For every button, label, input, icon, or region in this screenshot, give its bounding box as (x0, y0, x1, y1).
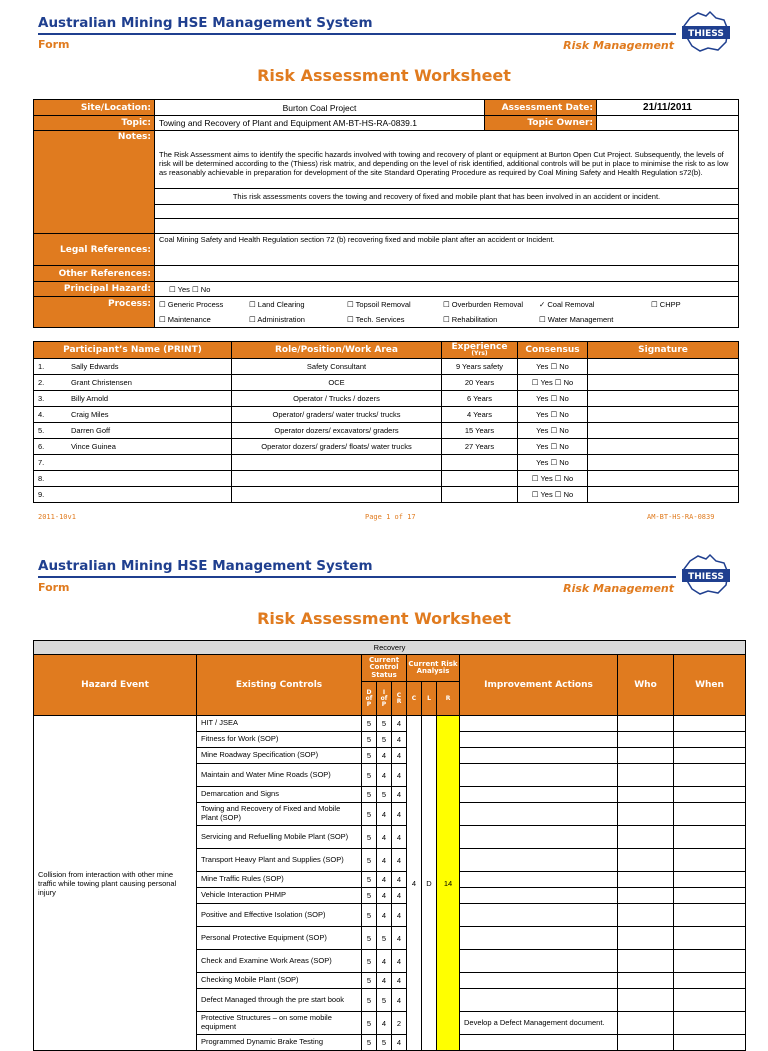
control-cr-value: 4 (392, 973, 407, 989)
control-cr-value: 4 (392, 904, 407, 927)
process-label: Process: (34, 297, 155, 328)
col-header-l: L (422, 682, 437, 716)
who-cell (618, 1035, 674, 1051)
participant-role: OCE (232, 375, 442, 391)
control-i-value: 4 (377, 872, 392, 888)
header-rule (38, 33, 676, 35)
control-cr-value: 4 (392, 826, 407, 849)
participant-name: Craig Miles (71, 410, 109, 419)
control-d-value: 5 (362, 888, 377, 904)
participant-name-cell (34, 359, 232, 375)
date-value: 21/11/2011 (597, 100, 739, 116)
control-d-value: 5 (362, 1012, 377, 1035)
col-header-who: Who (618, 655, 674, 716)
control-i-value: 5 (377, 1035, 392, 1051)
principal-hazard-checkbox[interactable]: ☐ Yes ☐ No (155, 282, 739, 297)
participant-name-cell (34, 391, 232, 407)
who-cell (618, 973, 674, 989)
topic-value: Towing and Recovery of Plant and Equipment AM-BT-HS-RA-0839.1 (155, 116, 485, 131)
consensus-checkbox[interactable]: ☐ Yes ☐ No (518, 487, 588, 503)
who-cell (618, 748, 674, 764)
existing-control: Check and Examine Work Areas (SOP) (197, 950, 362, 973)
control-cr-value: 4 (392, 732, 407, 748)
control-cr-value: 4 (392, 1035, 407, 1051)
legal-label: Legal References: (34, 234, 155, 266)
date-label: Assessment Date: (485, 100, 597, 116)
when-cell (674, 764, 746, 787)
existing-control: Checking Mobile Plant (SOP) (197, 973, 362, 989)
who-cell (618, 888, 674, 904)
process-option[interactable]: ☐ Topsoil Removal (347, 300, 411, 309)
existing-control: Positive and Effective Isolation (SOP) (197, 904, 362, 927)
who-cell (618, 826, 674, 849)
table-row (34, 359, 739, 375)
signature-cell[interactable] (588, 423, 739, 439)
site-label: Site/Location: (34, 100, 155, 116)
improvement-action (460, 826, 618, 849)
improvement-action (460, 888, 618, 904)
control-d-value: 5 (362, 787, 377, 803)
improvement-action (460, 927, 618, 950)
control-i-value: 5 (377, 732, 392, 748)
doc-title: Risk Assessment Worksheet (257, 609, 511, 628)
control-i-value: 4 (377, 888, 392, 904)
col-header-name: Participant’s Name (PRINT) (34, 342, 232, 359)
col-header-i: I of P (377, 682, 392, 716)
form-label: Form (38, 38, 70, 51)
who-cell (618, 1012, 674, 1035)
participant-role (232, 455, 442, 471)
when-cell (674, 950, 746, 973)
improvement-action (460, 872, 618, 888)
participant-name: Vince Guinea (71, 442, 116, 451)
risk-rating: 14 (437, 716, 460, 1051)
when-cell (674, 888, 746, 904)
existing-control: Towing and Recovery of Fixed and Mobile Plant (SOP) (197, 803, 362, 826)
thiess-logo-icon (680, 10, 732, 54)
participant-experience: 9 Years safety (442, 359, 518, 375)
col-header-r: R (437, 682, 460, 716)
table-row (34, 716, 746, 732)
participant-name: Grant Christensen (71, 378, 132, 387)
participant-role: Operator/ graders/ water trucks/ trucks (232, 407, 442, 423)
control-i-value: 4 (377, 973, 392, 989)
control-d-value: 5 (362, 732, 377, 748)
control-cr-value: 4 (392, 764, 407, 787)
participant-role: Safety Consultant (232, 359, 442, 375)
existing-control: HIT / JSEA (197, 716, 362, 732)
existing-control: Protective Structures – on some mobile equipment (197, 1012, 362, 1035)
participant-name-cell (34, 471, 232, 487)
existing-control: Fitness for Work (SOP) (197, 732, 362, 748)
control-cr-value: 4 (392, 803, 407, 826)
col-header-role: Role/Position/Work Area (232, 342, 442, 359)
process-options (155, 297, 739, 328)
control-d-value: 5 (362, 872, 377, 888)
control-i-value: 4 (377, 849, 392, 872)
improvement-action (460, 973, 618, 989)
control-d-value: 5 (362, 1035, 377, 1051)
process-option[interactable]: ☐ Administration (249, 315, 305, 324)
control-d-value: 5 (362, 748, 377, 764)
when-cell (674, 927, 746, 950)
improvement-action (460, 849, 618, 872)
col-header-existing-controls: Existing Controls (197, 655, 362, 716)
improvement-action (460, 904, 618, 927)
col-header-experience: Experience (Yrs) (442, 342, 518, 359)
when-cell (674, 1012, 746, 1035)
control-cr-value: 4 (392, 849, 407, 872)
when-cell (674, 803, 746, 826)
participant-role: Operator dozers/ excavators/ graders (232, 423, 442, 439)
participant-experience: 4 Years (442, 407, 518, 423)
thiess-logo-icon (680, 553, 732, 597)
control-cr-value: 4 (392, 872, 407, 888)
owner-value (597, 116, 739, 131)
participant-name: Darren Goff (71, 426, 111, 435)
control-d-value: 5 (362, 803, 377, 826)
participant-name-cell (34, 375, 232, 391)
existing-control: Mine Roadway Specification (SOP) (197, 748, 362, 764)
improvement-action (460, 950, 618, 973)
improvement-action (460, 787, 618, 803)
legal-value: Coal Mining Safety and Health Regulation section 72 (b) recovering fixed and mobile plant after an accident or Incident. (155, 234, 739, 266)
category-label: Risk Management (563, 582, 674, 595)
hazard-event-cell: Collision from interaction with other mine traffic while towing plant causing personal injury (34, 716, 197, 1051)
participant-experience: 20 Years (442, 375, 518, 391)
who-cell (618, 716, 674, 732)
control-i-value: 5 (377, 989, 392, 1012)
when-cell (674, 872, 746, 888)
control-cr-value: 4 (392, 989, 407, 1012)
who-cell (618, 927, 674, 950)
row-number: 1. (38, 362, 45, 371)
footer-page: Page 1 of 17 (365, 513, 416, 521)
control-i-value: 5 (377, 787, 392, 803)
participant-experience (442, 471, 518, 487)
col-header-c: C (407, 682, 422, 716)
participant-name-cell (34, 439, 232, 455)
control-d-value: 5 (362, 826, 377, 849)
col-header-consensus: Consensus (518, 342, 588, 359)
col-header-signature: Signature (588, 342, 739, 359)
table-row (34, 487, 739, 503)
control-d-value: 5 (362, 849, 377, 872)
risk-consequence: 4 (407, 716, 422, 1051)
process-option[interactable]: ☐ Land Clearing (249, 300, 305, 309)
participant-name: Billy Arnold (71, 394, 109, 403)
col-header-control-status: Current Control Status (362, 655, 407, 682)
notes-text-1: The Risk Assessment aims to identify the specific hazards involved with towing and recovery of plant or equipment at Burton Open Cut Project. Subsequently, the levels of risk will be determined according to the (Thiess) risk matrix, and depending on the level of risk identified, additional controls will be put in place to minimise the risk to as low as reasonably achievable in preparation for development of the site Standard Operating Procedure as required by Coal Mining Safety and Health Regulation s72(b). (155, 131, 739, 189)
control-d-value: 5 (362, 904, 377, 927)
topic-label: Topic: (34, 116, 155, 131)
when-cell (674, 973, 746, 989)
consensus-checkbox[interactable]: ☐ Yes ☐ No (518, 375, 588, 391)
participant-experience: 15 Years (442, 423, 518, 439)
other-label: Other References: (34, 266, 155, 282)
improvement-action (460, 1035, 618, 1051)
category-label: Risk Management (563, 39, 674, 52)
when-cell (674, 1035, 746, 1051)
row-number: 6. (38, 442, 45, 451)
improvement-action (460, 732, 618, 748)
table-row (34, 407, 739, 423)
existing-control: Mine Traffic Rules (SOP) (197, 872, 362, 888)
participant-name-cell (34, 455, 232, 471)
control-cr-value: 2 (392, 1012, 407, 1035)
signature-cell[interactable] (588, 439, 739, 455)
row-number: 8. (38, 474, 45, 483)
control-d-value: 5 (362, 973, 377, 989)
participant-experience (442, 455, 518, 471)
col-header-hazard-event: Hazard Event (34, 655, 197, 716)
row-number: 7. (38, 458, 45, 467)
control-cr-value: 4 (392, 888, 407, 904)
footer-docid: AM-BT-HS-RA-0839 (647, 513, 715, 521)
site-value: Burton Coal Project (155, 100, 485, 116)
process-option[interactable]: ☐ Maintenance (159, 315, 211, 324)
header-rule (38, 576, 676, 578)
logo-text: THIESS (688, 29, 724, 39)
control-i-value: 5 (377, 716, 392, 732)
when-cell (674, 748, 746, 764)
existing-control: Vehicle Interaction PHMP (197, 888, 362, 904)
participant-name: Sally Edwards (71, 362, 119, 371)
process-option[interactable]: ☐ Generic Process (159, 300, 224, 309)
col-header-improvement-actions: Improvement Actions (460, 655, 618, 716)
control-i-value: 4 (377, 950, 392, 973)
consensus-checkbox[interactable]: Yes ☐ No (518, 455, 588, 471)
signature-cell[interactable] (588, 359, 739, 375)
row-number: 9. (38, 490, 45, 499)
table-row (34, 391, 739, 407)
process-option[interactable]: ☐ CHPP (651, 300, 681, 309)
improvement-action (460, 716, 618, 732)
consensus-checkbox[interactable]: Yes ☐ No (518, 359, 588, 375)
who-cell (618, 787, 674, 803)
signature-cell[interactable] (588, 455, 739, 471)
participant-role (232, 487, 442, 503)
table-row (34, 423, 739, 439)
who-cell (618, 764, 674, 787)
consensus-checkbox[interactable]: Yes ☐ No (518, 439, 588, 455)
improvement-action (460, 989, 618, 1012)
section-recovery: Recovery (34, 641, 746, 655)
when-cell (674, 826, 746, 849)
table-row (34, 439, 739, 455)
process-option[interactable]: ☐ Overburden Removal (443, 300, 524, 309)
process-option[interactable]: ☐ Rehabilitation (443, 315, 498, 324)
other-value (155, 266, 739, 282)
col-header-d: D of P (362, 682, 377, 716)
col-header-risk-analysis: Current Risk Analysis (407, 655, 460, 682)
improvement-action (460, 803, 618, 826)
info-table (33, 99, 739, 328)
control-d-value: 5 (362, 716, 377, 732)
control-cr-value: 4 (392, 927, 407, 950)
control-cr-value: 4 (392, 716, 407, 732)
table-row (34, 375, 739, 391)
control-d-value: 5 (362, 764, 377, 787)
control-d-value: 5 (362, 927, 377, 950)
participants-table (33, 341, 739, 503)
participant-name-cell (34, 407, 232, 423)
signature-cell[interactable] (588, 471, 739, 487)
participant-role: Operator dozers/ graders/ floats/ water trucks (232, 439, 442, 455)
who-cell (618, 872, 674, 888)
row-number: 3. (38, 394, 45, 403)
when-cell (674, 849, 746, 872)
signature-cell[interactable] (588, 487, 739, 503)
process-option[interactable]: ☐ Tech. Services (347, 315, 405, 324)
notes-blank-row (155, 219, 739, 234)
participant-experience: 27 Years (442, 439, 518, 455)
consensus-checkbox[interactable]: Yes ☐ No (518, 391, 588, 407)
improvement-action: Develop a Defect Management document. (460, 1012, 618, 1035)
when-cell (674, 904, 746, 927)
control-i-value: 5 (377, 927, 392, 950)
col-header-cr: C R (392, 682, 407, 716)
control-i-value: 4 (377, 826, 392, 849)
notes-text-2: This risk assessments covers the towing and recovery of fixed and mobile plant that has been involved in an accident or incident. (155, 189, 739, 205)
notes-blank-row (155, 205, 739, 219)
participant-name-cell (34, 423, 232, 439)
footer-version: 2011-10v1 (38, 513, 76, 521)
participant-role (232, 471, 442, 487)
existing-control: Personal Protective Equipment (SOP) (197, 927, 362, 950)
owner-label: Topic Owner: (485, 116, 597, 131)
risk-likelihood: D (422, 716, 437, 1051)
logo-text: THIESS (688, 572, 724, 582)
existing-control: Programmed Dynamic Brake Testing (197, 1035, 362, 1051)
when-cell (674, 716, 746, 732)
table-row (34, 471, 739, 487)
when-cell (674, 732, 746, 748)
doc-title: Risk Assessment Worksheet (257, 66, 511, 85)
table-row (34, 455, 739, 471)
row-number: 5. (38, 426, 45, 435)
consensus-checkbox[interactable]: Yes ☐ No (518, 423, 588, 439)
page-2 (0, 543, 768, 1047)
existing-control: Demarcation and Signs (197, 787, 362, 803)
who-cell (618, 732, 674, 748)
existing-control: Transport Heavy Plant and Supplies (SOP) (197, 849, 362, 872)
control-i-value: 4 (377, 803, 392, 826)
hazard-label: Principal Hazard: (34, 282, 155, 297)
existing-control: Servicing and Refuelling Mobile Plant (SOP) (197, 826, 362, 849)
consensus-checkbox[interactable]: ☐ Yes ☐ No (518, 471, 588, 487)
participant-experience: 6 Years (442, 391, 518, 407)
process-option[interactable]: ☐ Water Management (539, 315, 614, 324)
system-title: Australian Mining HSE Management System (38, 15, 373, 31)
who-cell (618, 803, 674, 826)
consensus-checkbox[interactable]: Yes ☐ No (518, 407, 588, 423)
existing-control: Maintain and Water Mine Roads (SOP) (197, 764, 362, 787)
control-cr-value: 4 (392, 787, 407, 803)
who-cell (618, 950, 674, 973)
row-number: 2. (38, 378, 45, 387)
system-title: Australian Mining HSE Management System (38, 558, 373, 574)
control-i-value: 4 (377, 1012, 392, 1035)
signature-cell[interactable] (588, 407, 739, 423)
improvement-action (460, 748, 618, 764)
notes-label: Notes: (34, 131, 155, 234)
row-number: 4. (38, 410, 45, 419)
signature-cell[interactable] (588, 375, 739, 391)
who-cell (618, 849, 674, 872)
control-i-value: 4 (377, 748, 392, 764)
signature-cell[interactable] (588, 391, 739, 407)
participant-role: Operator / Trucks / dozers (232, 391, 442, 407)
col-header-when: When (674, 655, 746, 716)
control-i-value: 4 (377, 764, 392, 787)
participant-name-cell (34, 487, 232, 503)
control-d-value: 5 (362, 950, 377, 973)
form-label: Form (38, 581, 70, 594)
participant-experience (442, 487, 518, 503)
control-cr-value: 4 (392, 748, 407, 764)
when-cell (674, 787, 746, 803)
who-cell (618, 989, 674, 1012)
risk-table (33, 640, 746, 1051)
improvement-action (460, 764, 618, 787)
control-cr-value: 4 (392, 950, 407, 973)
when-cell (674, 989, 746, 1012)
existing-control: Defect Managed through the pre start book (197, 989, 362, 1012)
process-option[interactable]: ✓ Coal Removal (539, 300, 595, 309)
control-d-value: 5 (362, 989, 377, 1012)
who-cell (618, 904, 674, 927)
control-i-value: 4 (377, 904, 392, 927)
